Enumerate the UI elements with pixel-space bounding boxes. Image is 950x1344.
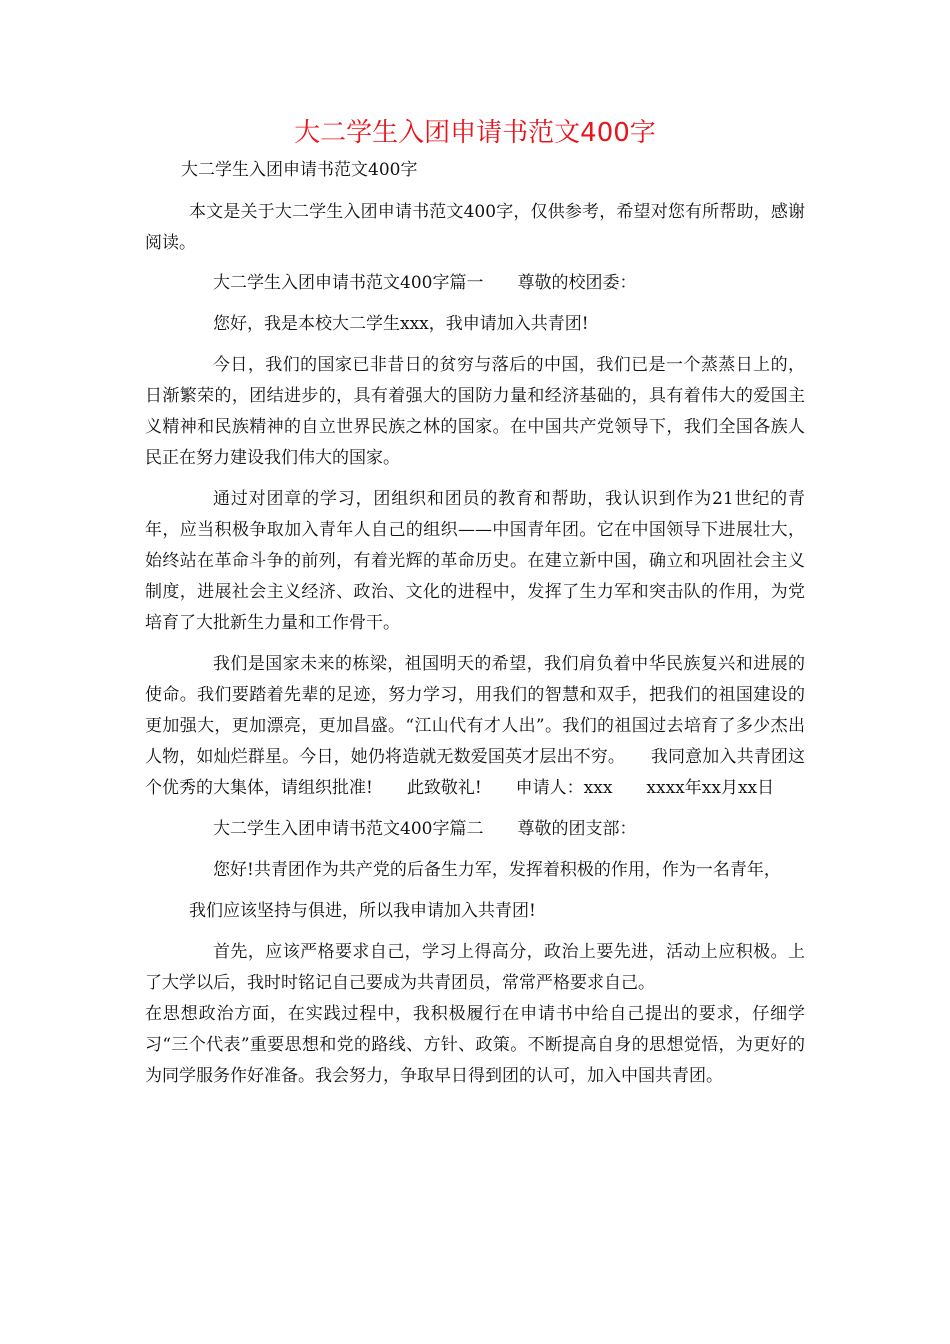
article1-paragraph-3: 我们是国家未来的栋梁，祖国明天的希望，我们肩负着中华民族复兴和进展的使命。我们要踏着先辈的足迹，努力学习，用我们的智慧和双手，把我们的祖国建设的更加强大，更加漂亮，更加昌盛。“江山代有才人出”。我们的祖国过去培育了多少杰出人物，如灿烂群星。今日，她仍将造就无数爱国英才层出不穷。 我同意加入共青团这个优秀的大集体，请组织批准! 此致敬礼! 申请人：xxx xxxx年xx月xx日 [145,654,805,798]
article1-block [145,268,805,1092]
article1-greeting: 您好，我是本校大二学生xxx，我申请加入共青团! [213,314,589,334]
article2-greeting: 您好!共青团作为共产党的后备生力军，发挥着积极的作用，作为一名青年， [213,860,781,880]
article2-paragraph-1: 我们应该坚持与俱进，所以我申请加入共青团! [189,901,536,921]
document-subtitle-block [145,155,805,186]
intro-paragraph: 本文是关于大二学生入团申请书范文400字，仅供参考，希望对您有所帮助，感谢阅读。 [145,202,805,253]
document-subtitle: 大二学生入团申请书范文400字 [181,160,418,180]
article1-paragraph-2: 通过对团章的学习，团组织和团员的教育和帮助，我认识到作为21世纪的青年，应当积极争取加入青年人自己的组织——中国青年团。它在中国领导下进展壮大，始终站在革命斗争的前列，有着光辉的革命历史。在建立新中国，确立和巩固社会主义制度，进展社会主义经济、政治、文化的进程中，发挥了生力军和突击队的作用，为党培育了大批新生力量和工作骨干。 [145,489,805,633]
article1-paragraph-1: 今日，我们的国家已非昔日的贫穷与落后的中国，我们已是一个蒸蒸日上的，日渐繁荣的，团结进步的，具有着强大的国防力量和经济基础的，具有着伟大的爱国主义精神和民族精神的自立世界民族之林的国家。在中国共产党领导下，我们全国各族人民正在努力建设我们伟大的国家。 [145,355,805,468]
article2-paragraph-2: 首先，应该严格要求自己，学习上得高分，政治上要先进，活动上应积极。上了大学以后，我时时铭记自己要成为共青团员，常常严格要求自己。 [145,942,805,993]
intro-block [145,197,805,259]
article1-heading: 大二学生入团申请书范文400字篇一 尊敬的校团委： [213,273,637,293]
document-title: 大二学生入团申请书范文400字 [294,118,656,148]
article2-heading: 大二学生入团申请书范文400字篇二 尊敬的团支部： [213,819,637,839]
article2-paragraph-3: 在思想政治方面，在实践过程中，我积极履行在申请书中给自己提出的要求，仔细学习“三个代表”重要思想和党的路线、方针、政策。不断提高自身的思想觉悟，为更好的为同学服务作好准备。我会努力，争取早日得到团的认可，加入中国共青团。 [145,1004,805,1086]
